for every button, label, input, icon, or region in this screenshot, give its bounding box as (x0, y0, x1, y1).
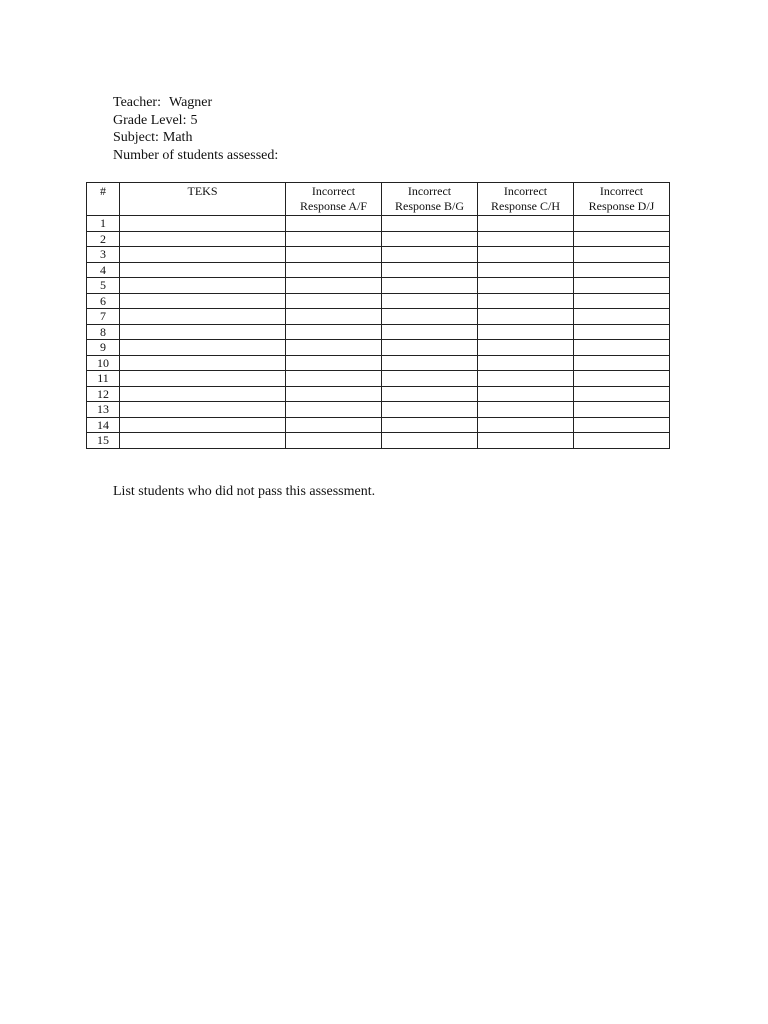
grade-level-line (113, 112, 278, 130)
response-ch-cell (478, 247, 574, 263)
response-dj-cell (574, 309, 670, 325)
teks-cell (120, 371, 286, 387)
response-dj-cell (574, 216, 670, 232)
response-af-cell (286, 433, 382, 449)
response-bg-cell (382, 216, 478, 232)
table-row (87, 216, 670, 232)
response-af-cell (286, 216, 382, 232)
column-header-dj-line2: Response D/J (588, 199, 655, 213)
column-header-dj-line1: Incorrect (599, 184, 644, 198)
response-af-cell (286, 402, 382, 418)
table-row (87, 293, 670, 309)
grade-level-label: Grade Level: (113, 112, 187, 128)
response-dj-cell (574, 386, 670, 402)
response-af-cell (286, 355, 382, 371)
row-number-cell: 4 (87, 262, 120, 278)
row-number-cell: 1 (87, 216, 120, 232)
failed-students-note: List students who did not pass this assessment. (113, 484, 376, 499)
response-ch-cell (478, 309, 574, 325)
table-row (87, 231, 670, 247)
table-row (87, 309, 670, 325)
column-header-response-af (286, 183, 382, 216)
table-row (87, 355, 670, 371)
column-header-af-line2: Response A/F (299, 199, 367, 213)
item-analysis-table (86, 182, 670, 449)
row-number-cell: 15 (87, 433, 120, 449)
response-dj-cell (574, 293, 670, 309)
table-row (87, 262, 670, 278)
response-af-cell (286, 309, 382, 325)
response-ch-cell (478, 231, 574, 247)
response-ch-cell (478, 386, 574, 402)
teacher-label: Teacher: (113, 95, 161, 110)
row-number-cell: 9 (87, 340, 120, 356)
response-dj-cell (574, 231, 670, 247)
row-number-cell: 7 (87, 309, 120, 325)
response-bg-cell (382, 402, 478, 418)
table-row (87, 340, 670, 356)
response-bg-cell (382, 247, 478, 263)
response-bg-cell (382, 386, 478, 402)
response-dj-cell (574, 371, 670, 387)
response-bg-cell (382, 433, 478, 449)
column-header-teks-text: TEKS (187, 184, 218, 198)
response-bg-cell (382, 262, 478, 278)
grade-level-value: 5 (190, 112, 198, 128)
response-bg-cell (382, 231, 478, 247)
row-number-cell: 3 (87, 247, 120, 263)
students-assessed-label: Number of students assessed: (113, 147, 279, 163)
teks-cell (120, 433, 286, 449)
response-dj-cell (574, 340, 670, 356)
column-header-teks (120, 183, 286, 216)
table-row (87, 417, 670, 433)
teks-cell (120, 216, 286, 232)
table-row (87, 386, 670, 402)
response-ch-cell (478, 433, 574, 449)
response-dj-cell (574, 417, 670, 433)
response-af-cell (286, 324, 382, 340)
response-bg-cell (382, 371, 478, 387)
response-ch-cell (478, 371, 574, 387)
teks-cell (120, 417, 286, 433)
response-af-cell (286, 293, 382, 309)
column-header-af-line1: Incorrect (311, 184, 356, 198)
response-dj-cell (574, 278, 670, 294)
response-ch-cell (478, 417, 574, 433)
response-dj-cell (574, 355, 670, 371)
response-bg-cell (382, 355, 478, 371)
teks-cell (120, 324, 286, 340)
response-ch-cell (478, 216, 574, 232)
response-af-cell (286, 262, 382, 278)
row-number-cell: 14 (87, 417, 120, 433)
column-header-number (87, 183, 120, 216)
response-bg-cell (382, 309, 478, 325)
response-ch-cell (478, 402, 574, 418)
teacher-line (113, 94, 278, 112)
table-row (87, 402, 670, 418)
column-header-response-dj (574, 183, 670, 216)
response-af-cell (286, 417, 382, 433)
teks-cell (120, 355, 286, 371)
response-ch-cell (478, 355, 574, 371)
teks-cell (120, 231, 286, 247)
response-af-cell (286, 371, 382, 387)
response-bg-cell (382, 417, 478, 433)
response-ch-cell (478, 278, 574, 294)
teks-cell (120, 402, 286, 418)
teks-cell (120, 278, 286, 294)
table-row (87, 247, 670, 263)
row-number-cell: 11 (87, 371, 120, 387)
response-ch-cell (478, 262, 574, 278)
response-af-cell (286, 386, 382, 402)
column-header-ch-line2: Response C/H (491, 199, 560, 213)
teacher-value: Wagner (168, 95, 213, 110)
teks-cell (120, 247, 286, 263)
response-bg-cell (382, 340, 478, 356)
response-dj-cell (574, 247, 670, 263)
response-dj-cell (574, 262, 670, 278)
response-ch-cell (478, 293, 574, 309)
row-number-cell: 2 (87, 231, 120, 247)
column-header-ch-line1: Incorrect (503, 184, 548, 198)
response-bg-cell (382, 324, 478, 340)
response-dj-cell (574, 433, 670, 449)
teks-cell (120, 386, 286, 402)
table-body (87, 216, 670, 449)
response-af-cell (286, 340, 382, 356)
response-bg-cell (382, 293, 478, 309)
row-number-cell: 12 (87, 386, 120, 402)
column-header-number-text: # (100, 184, 106, 198)
row-number-cell: 5 (87, 278, 120, 294)
response-af-cell (286, 247, 382, 263)
column-header-bg-line2: Response B/G (395, 199, 464, 213)
teks-cell (120, 293, 286, 309)
row-number-cell: 6 (87, 293, 120, 309)
response-bg-cell (382, 278, 478, 294)
row-number-cell: 8 (87, 324, 120, 340)
row-number-cell: 10 (87, 355, 120, 371)
column-header-response-bg (382, 183, 478, 216)
column-header-response-ch (478, 183, 574, 216)
response-af-cell (286, 231, 382, 247)
table-row (87, 433, 670, 449)
response-ch-cell (478, 340, 574, 356)
document-header (113, 94, 278, 164)
table-row (87, 324, 670, 340)
teks-cell (120, 340, 286, 356)
column-header-bg-line1: Incorrect (407, 184, 452, 198)
response-dj-cell (574, 324, 670, 340)
table-row (87, 371, 670, 387)
subject-line (113, 129, 278, 147)
response-ch-cell (478, 324, 574, 340)
subject-value: Math (162, 130, 193, 145)
response-af-cell (286, 278, 382, 294)
table-header-row (87, 183, 670, 216)
subject-label: Subject: (113, 130, 159, 145)
row-number-cell: 13 (87, 402, 120, 418)
response-dj-cell (574, 402, 670, 418)
teks-cell (120, 309, 286, 325)
teks-cell (120, 262, 286, 278)
students-assessed-line (113, 147, 278, 165)
table-row (87, 278, 670, 294)
